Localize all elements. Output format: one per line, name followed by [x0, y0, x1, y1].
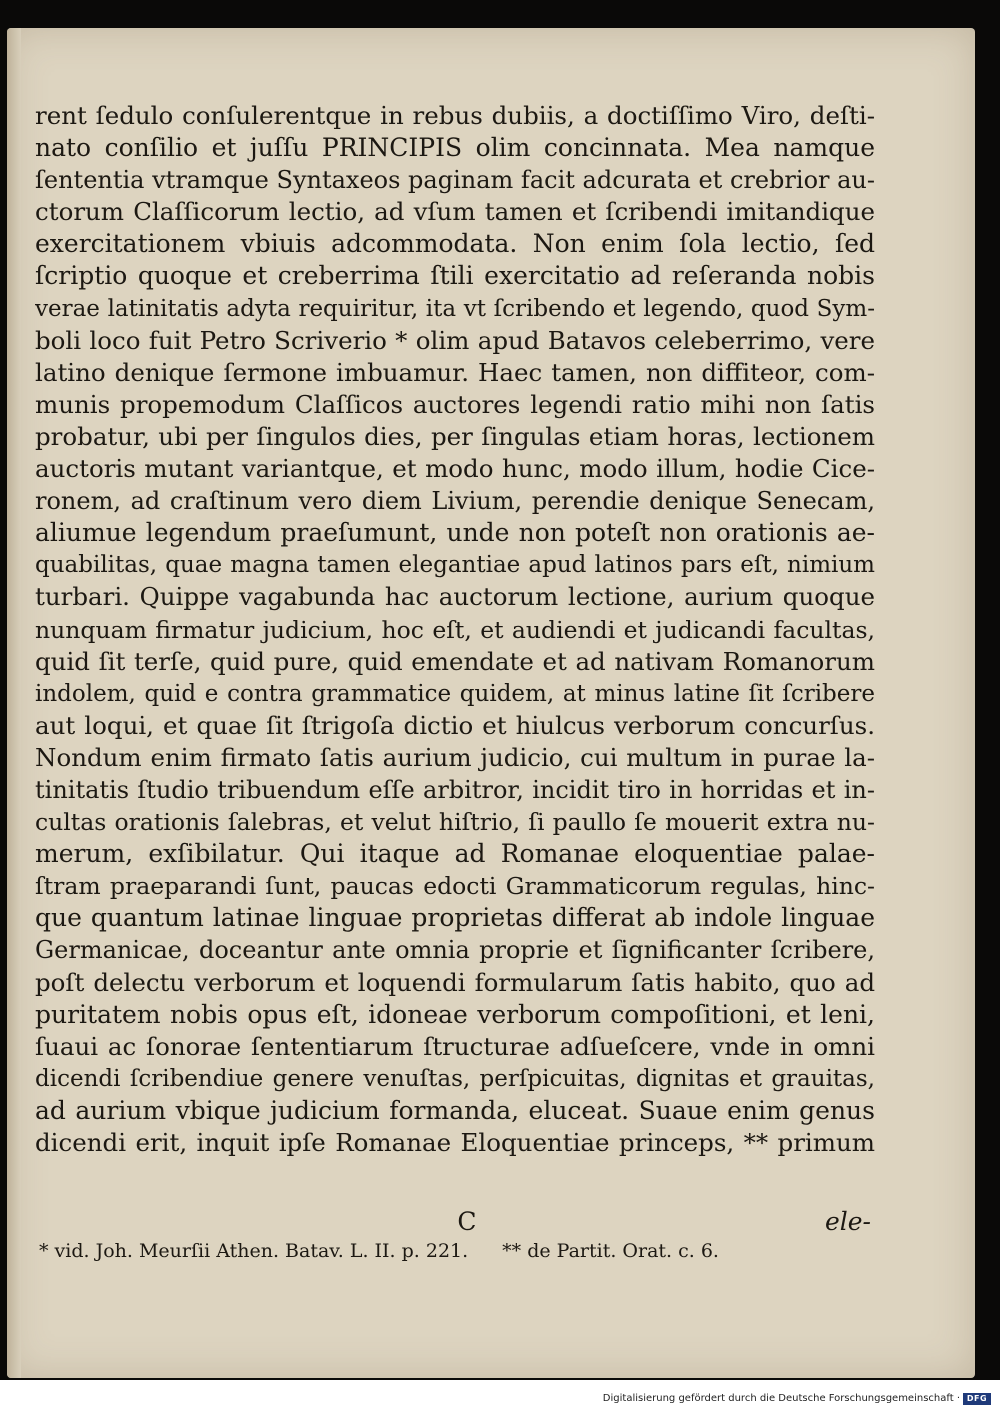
text-line: munis propemodum Claſſicos auctores legendi ratio mihi non ſatis	[35, 389, 875, 419]
text-line: indolem, quid e contra grammatice quidem, at minus latine ſit ſcribere	[35, 680, 875, 707]
text-line: Nondum enim firmato ſatis aurium judicio, cui multum in purae la-	[35, 742, 875, 772]
text-line: ronem, ad craſtinum vero diem Livium, perendie denique Senecam,	[35, 487, 875, 516]
text-line: poſt delectu verborum et loquendi formularum ſatis habito, quo ad	[35, 967, 875, 997]
text-line: ad aurium vbique judicium formanda, eluceat. Suaue enim genus	[35, 1095, 875, 1125]
text-line: latino denique ſermone imbuamur. Haec tamen, non diffiteor, com-	[35, 357, 875, 387]
catchword: ele-	[824, 1207, 871, 1236]
text-line: rent ſedulo conſulerentque in rebus dubiis, a doctiſſimo Viro, deſti-	[35, 101, 875, 130]
text-line: aliumue legendum praeſumunt, unde non poteſt non orationis ae-	[35, 518, 875, 548]
footnote-partit-orat: ** de Partit. Orat. c. 6.	[502, 1240, 719, 1262]
text-line: quabilitas, quae magna tamen elegantiae apud latinos pars eſt, nimium	[35, 552, 875, 579]
footnote-meursius: * vid. Joh. Meurſii Athen. Batav. L. II. p. 221.	[39, 1240, 469, 1262]
text-line: auctoris mutant variantque, et modo hunc, modo illum, hodie Cice-	[35, 454, 875, 484]
text-line: tinitatis ſtudio tribuendum eſſe arbitror, incidit tiro in horridas et in-	[35, 775, 875, 804]
text-line: verae latinitatis adyta requiritur, ita vt ſcribendo et legendo, quod Sym-	[35, 295, 875, 322]
text-line: ſtram praeparandi ſunt, paucas edocti Grammaticorum regulas, hinc-	[35, 872, 875, 901]
digitization-credit: Digitalisierung gefördert durch die Deutsche Forschungsgemeinschaft ·	[602, 1393, 960, 1404]
text-line: exercitationem vbiuis adcommodata. Non enim ſola lectio, ſed	[35, 229, 875, 259]
signature-mark: C	[457, 1207, 477, 1236]
text-line: Germanicae, doceantur ante omnia proprie et ſignificanter ſcribere,	[35, 936, 875, 965]
text-line: quid ſit terſe, quid pure, quid emendate et ad nativam Romanorum	[35, 646, 875, 676]
dfg-logo: DFG	[963, 1393, 991, 1405]
text-line: boli loco fuit Petro Scriverio * olim apud Batavos celeberrimo, vere	[35, 325, 875, 355]
text-line: turbari. Quippe vagabunda hac auctorum lectione, aurium quoque	[35, 582, 875, 612]
text-line: ſcriptio quoque et creberrima ſtili exercitatio ad reſeranda nobis	[35, 261, 875, 291]
text-line: que quantum latinae linguae proprietas differat ab indole linguae	[35, 903, 875, 933]
footnotes	[39, 1238, 719, 1264]
text-line: dicendi ſcribendiue genere venuſtas, perſpicuitas, dignitas et grauitas,	[35, 1065, 875, 1092]
book-page	[7, 28, 975, 1378]
text-line: ctorum Claſſicorum lectio, ad vſum tamen et ſcribendi imitandique	[35, 197, 875, 227]
text-line: dicendi erit, inquit ipſe Romanae Eloquentiae princeps, ** primum	[35, 1128, 875, 1157]
signature-row	[7, 1206, 871, 1238]
text-line: probatur, ubi per ſingulos dies, per ſingulas etiam horas, lectionem	[35, 421, 875, 451]
text-line: nunquam firmatur judicium, hoc eſt, et audiendi et judicandi facultas,	[35, 615, 875, 644]
page-edge	[7, 28, 21, 1378]
text-line: ſententia vtramque Syntaxeos paginam facit adcurata et crebrior au-	[35, 166, 875, 195]
text-line: aut loqui, et quae ſit ſtrigoſa dictio et hiulcus verborum concurſus.	[35, 710, 875, 740]
text-line: puritatem nobis opus eſt, idoneae verborum compoſitioni, et leni,	[35, 999, 875, 1029]
text-line: nato conſilio et juſſu PRINCIPIS olim concinnata. Mea namque	[35, 133, 875, 163]
text-line: cultas orationis ſalebras, et velut hiſtrio, ſi paullo ſe mouerit extra nu-	[35, 808, 875, 837]
body-text	[35, 100, 875, 1159]
text-line: merum, exſibilatur. Qui itaque ad Romanae eloquentiae palae-	[35, 839, 875, 869]
text-line: ſuaui ac ſonorae ſententiarum ſtructurae adſueſcere, vnde in omni	[35, 1031, 875, 1061]
